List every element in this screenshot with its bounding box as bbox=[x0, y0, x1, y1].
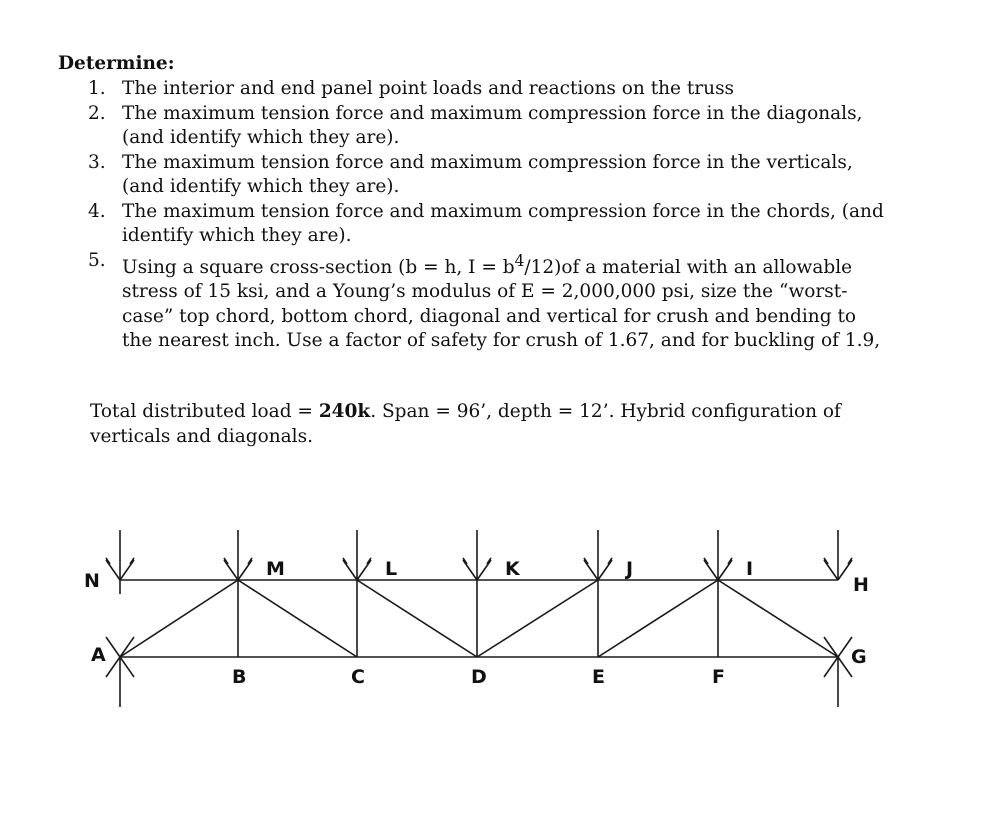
node-label-top: H bbox=[853, 574, 869, 596]
load-arrow-head bbox=[598, 560, 612, 580]
node-label-bottom: D bbox=[471, 666, 487, 688]
exponent: 4 bbox=[514, 251, 525, 270]
task-item bbox=[88, 151, 888, 200]
task-text: The maximum tension force and maximum compression force in the chords, (and identify which they are). bbox=[122, 200, 884, 246]
task-number: 2. bbox=[88, 102, 106, 124]
load-arrow-head bbox=[584, 560, 598, 580]
task-text: The maximum tension force and maximum compression force in the diagonals, (and identify which they are). bbox=[122, 102, 863, 148]
node-label-top: K bbox=[505, 558, 520, 580]
task-number: 3. bbox=[88, 151, 106, 173]
diagonal-member bbox=[718, 580, 838, 657]
task-item bbox=[88, 102, 888, 151]
total-load-value: 240k bbox=[318, 401, 371, 422]
node-label-bottom: A bbox=[91, 644, 106, 666]
load-arrow-head bbox=[838, 560, 852, 580]
task-text-part: /12)of a material with an allowable stress of 15 ksi, and a Young’s modulus of E = 2,000,000 psi, size the “worst-case” top chord, bottom chord, diagonal and vertical for crush and bending to the nearest inch. Use a factor of safety for crush of 1.67, and for buckling of 1.9, bbox=[122, 256, 881, 352]
diagonal-member bbox=[238, 580, 357, 657]
task-text bbox=[122, 251, 881, 352]
support-stroke bbox=[838, 637, 852, 657]
task-item bbox=[88, 249, 888, 354]
load-arrow-head bbox=[106, 560, 120, 580]
task-text: The maximum tension force and maximum compression force in the verticals, (and identify which they are). bbox=[122, 151, 853, 197]
load-arrow-head bbox=[718, 560, 732, 580]
summary-prefix: Total distributed load = bbox=[90, 401, 319, 422]
node-label-bottom: E bbox=[592, 666, 605, 688]
load-arrow-head bbox=[120, 560, 134, 580]
node-label-top: M bbox=[266, 558, 285, 580]
node-label-top: I bbox=[746, 558, 754, 580]
node-label-bottom: G bbox=[851, 646, 867, 668]
task-text: The interior and end panel point loads and reactions on the truss bbox=[122, 78, 735, 99]
load-arrow-head bbox=[704, 560, 718, 580]
support-stroke bbox=[120, 637, 134, 657]
load-arrow-head bbox=[238, 560, 252, 580]
node-label-bottom: F bbox=[712, 666, 725, 688]
reaction-arrow-head bbox=[838, 657, 852, 677]
heading: Determine: bbox=[58, 53, 175, 74]
task-list bbox=[88, 77, 888, 354]
load-arrow-head bbox=[477, 560, 491, 580]
diagonal-member bbox=[120, 580, 238, 657]
support-stroke bbox=[106, 637, 120, 657]
node-label-top: J bbox=[626, 558, 634, 580]
load-arrow-head bbox=[463, 560, 477, 580]
diagonal-member bbox=[477, 580, 598, 657]
task-item bbox=[88, 77, 888, 102]
task-number: 4. bbox=[88, 200, 106, 222]
diagonal-member bbox=[598, 580, 718, 657]
node-label-top: L bbox=[385, 558, 398, 580]
task-item bbox=[88, 200, 888, 249]
node-label-top: N bbox=[84, 570, 100, 592]
node-label-bottom: B bbox=[232, 666, 247, 688]
task-text-part: Using a square cross-section (b = h, I = b bbox=[122, 256, 515, 278]
reaction-arrow-head bbox=[120, 657, 134, 677]
support-stroke bbox=[824, 637, 838, 657]
load-arrow-head bbox=[343, 560, 357, 580]
summary-suffix: . Span = 96’, depth = 12’. Hybrid configuration of verticals and diagonals. bbox=[90, 401, 841, 447]
reaction-arrow-head bbox=[824, 657, 838, 677]
truss-diagram bbox=[0, 520, 984, 720]
reaction-arrow-head bbox=[106, 657, 120, 677]
load-summary bbox=[90, 400, 890, 449]
diagonal-member bbox=[357, 580, 477, 657]
task-number: 5. bbox=[88, 249, 106, 271]
load-arrow-head bbox=[357, 560, 371, 580]
load-arrow-head bbox=[824, 560, 838, 580]
load-arrow-head bbox=[224, 560, 238, 580]
node-label-bottom: C bbox=[351, 666, 365, 688]
task-number: 1. bbox=[88, 78, 106, 99]
